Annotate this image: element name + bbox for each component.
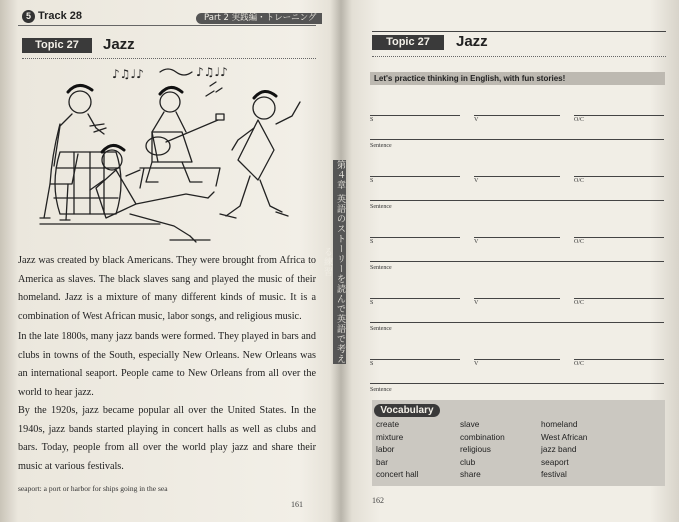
label-oc: O/C [574, 117, 585, 123]
track-label: Track 28 [38, 10, 83, 22]
music-notes-icon: ♪♫♩♪ [112, 67, 144, 81]
label-sentence: Sentence [370, 143, 392, 149]
chapter-side-tab: 第４章 英語のストーリーを読んで英語で考える練習 [322, 160, 345, 364]
label-v: V [474, 300, 479, 306]
vocabulary-word: share [460, 469, 481, 480]
label-s: S [370, 300, 374, 306]
label-v: V [474, 361, 479, 367]
label-sentence: Sentence [370, 326, 392, 332]
practice-heading: Let's practice thinking in English, with fun stories! [370, 72, 665, 85]
vocabulary-word: homeland [541, 419, 578, 429]
vocabulary-word: club [460, 456, 476, 467]
label-s: S [370, 117, 374, 123]
object-line[interactable] [574, 115, 664, 116]
label-v: V [474, 239, 479, 245]
footnote: seaport: a port or harbor for ships going in the sea [18, 484, 168, 493]
subject-line[interactable] [370, 237, 460, 238]
label-s: S [370, 361, 374, 367]
vocabulary-word: bar [376, 456, 388, 467]
vocabulary-word: create [376, 419, 400, 429]
jazz-musicians-illustration [20, 64, 316, 250]
subject-line[interactable] [370, 115, 460, 116]
sentence-line[interactable] [370, 322, 664, 323]
vocabulary-word: jazz band [541, 444, 577, 455]
right-header-rule [372, 31, 666, 32]
vocabulary-word: labor [376, 444, 395, 455]
topic-underline [22, 58, 316, 59]
topic-label-right: Topic 27 [372, 35, 444, 50]
verb-line[interactable] [474, 237, 560, 238]
sentence-line[interactable] [370, 261, 664, 262]
label-oc: O/C [574, 239, 585, 245]
vocabulary-word: mixture [376, 431, 404, 442]
vocabulary-word: seaport [541, 456, 569, 467]
page-number-left: 161 [291, 500, 303, 509]
object-line[interactable] [574, 298, 664, 299]
vocabulary-word: religious [460, 444, 491, 455]
sentence-line[interactable] [370, 200, 664, 201]
header-rule [18, 25, 316, 26]
verb-line[interactable] [474, 359, 560, 360]
part-tab: Part 2 実践編・トレーニング [196, 13, 322, 24]
label-v: V [474, 178, 479, 184]
label-s: S [370, 239, 374, 245]
subject-line[interactable] [370, 298, 460, 299]
object-line[interactable] [574, 359, 664, 360]
label-oc: O/C [574, 178, 585, 184]
subject-line[interactable] [370, 176, 460, 177]
topic-underline-right [372, 56, 666, 57]
object-line[interactable] [574, 237, 664, 238]
vocabulary-heading: Vocabulary [374, 404, 440, 417]
paragraph-3: By the 1920s, jazz became popular all over the United States. In the 1940s, jazz bands started playing in concert halls as well as clubs and bars. Today, people from all over the world play jazz and share their music at various festivals. [18, 405, 316, 472]
label-sentence: Sentence [370, 265, 392, 271]
music-notes-icon-2: ♪♫♩♪ [196, 65, 228, 79]
vocabulary-word: slave [460, 419, 480, 429]
label-oc: O/C [574, 361, 585, 367]
sentence-line[interactable] [370, 139, 664, 140]
vocabulary-word: festival [541, 469, 567, 480]
label-v: V [474, 117, 479, 123]
topic-title-right: Jazz [456, 33, 488, 50]
label-sentence: Sentence [370, 204, 392, 210]
track-number-badge: 5 [22, 10, 35, 23]
label-s: S [370, 178, 374, 184]
vocabulary-word: West African [541, 431, 588, 442]
vocabulary-word: combination [460, 431, 505, 442]
verb-line[interactable] [474, 298, 560, 299]
page-number-right: 162 [372, 496, 384, 505]
paragraph-1: Jazz was created by black Americans. They were brought from Africa to America as slaves. The black slaves sang and played the music of their homeland. Jazz is a mixture of many different kinds of music. It is a combination of West African music, labor songs, and religious music. [18, 255, 316, 322]
vocabulary-word: concert hall [376, 469, 419, 480]
label-oc: O/C [574, 300, 585, 306]
topic-title: Jazz [103, 36, 135, 53]
verb-line[interactable] [474, 115, 560, 116]
label-sentence: Sentence [370, 387, 392, 393]
topic-label: Topic 27 [22, 38, 92, 53]
sentence-line[interactable] [370, 383, 664, 384]
object-line[interactable] [574, 176, 664, 177]
verb-line[interactable] [474, 176, 560, 177]
paragraph-2: In the late 1800s, many jazz bands were formed. They played in bars and clubs in towns of the South, especially New Orleans. New Orleans was an international seaport. People came to New Orleans from all over the world to hear jazz. [18, 331, 316, 398]
subject-line[interactable] [370, 359, 460, 360]
